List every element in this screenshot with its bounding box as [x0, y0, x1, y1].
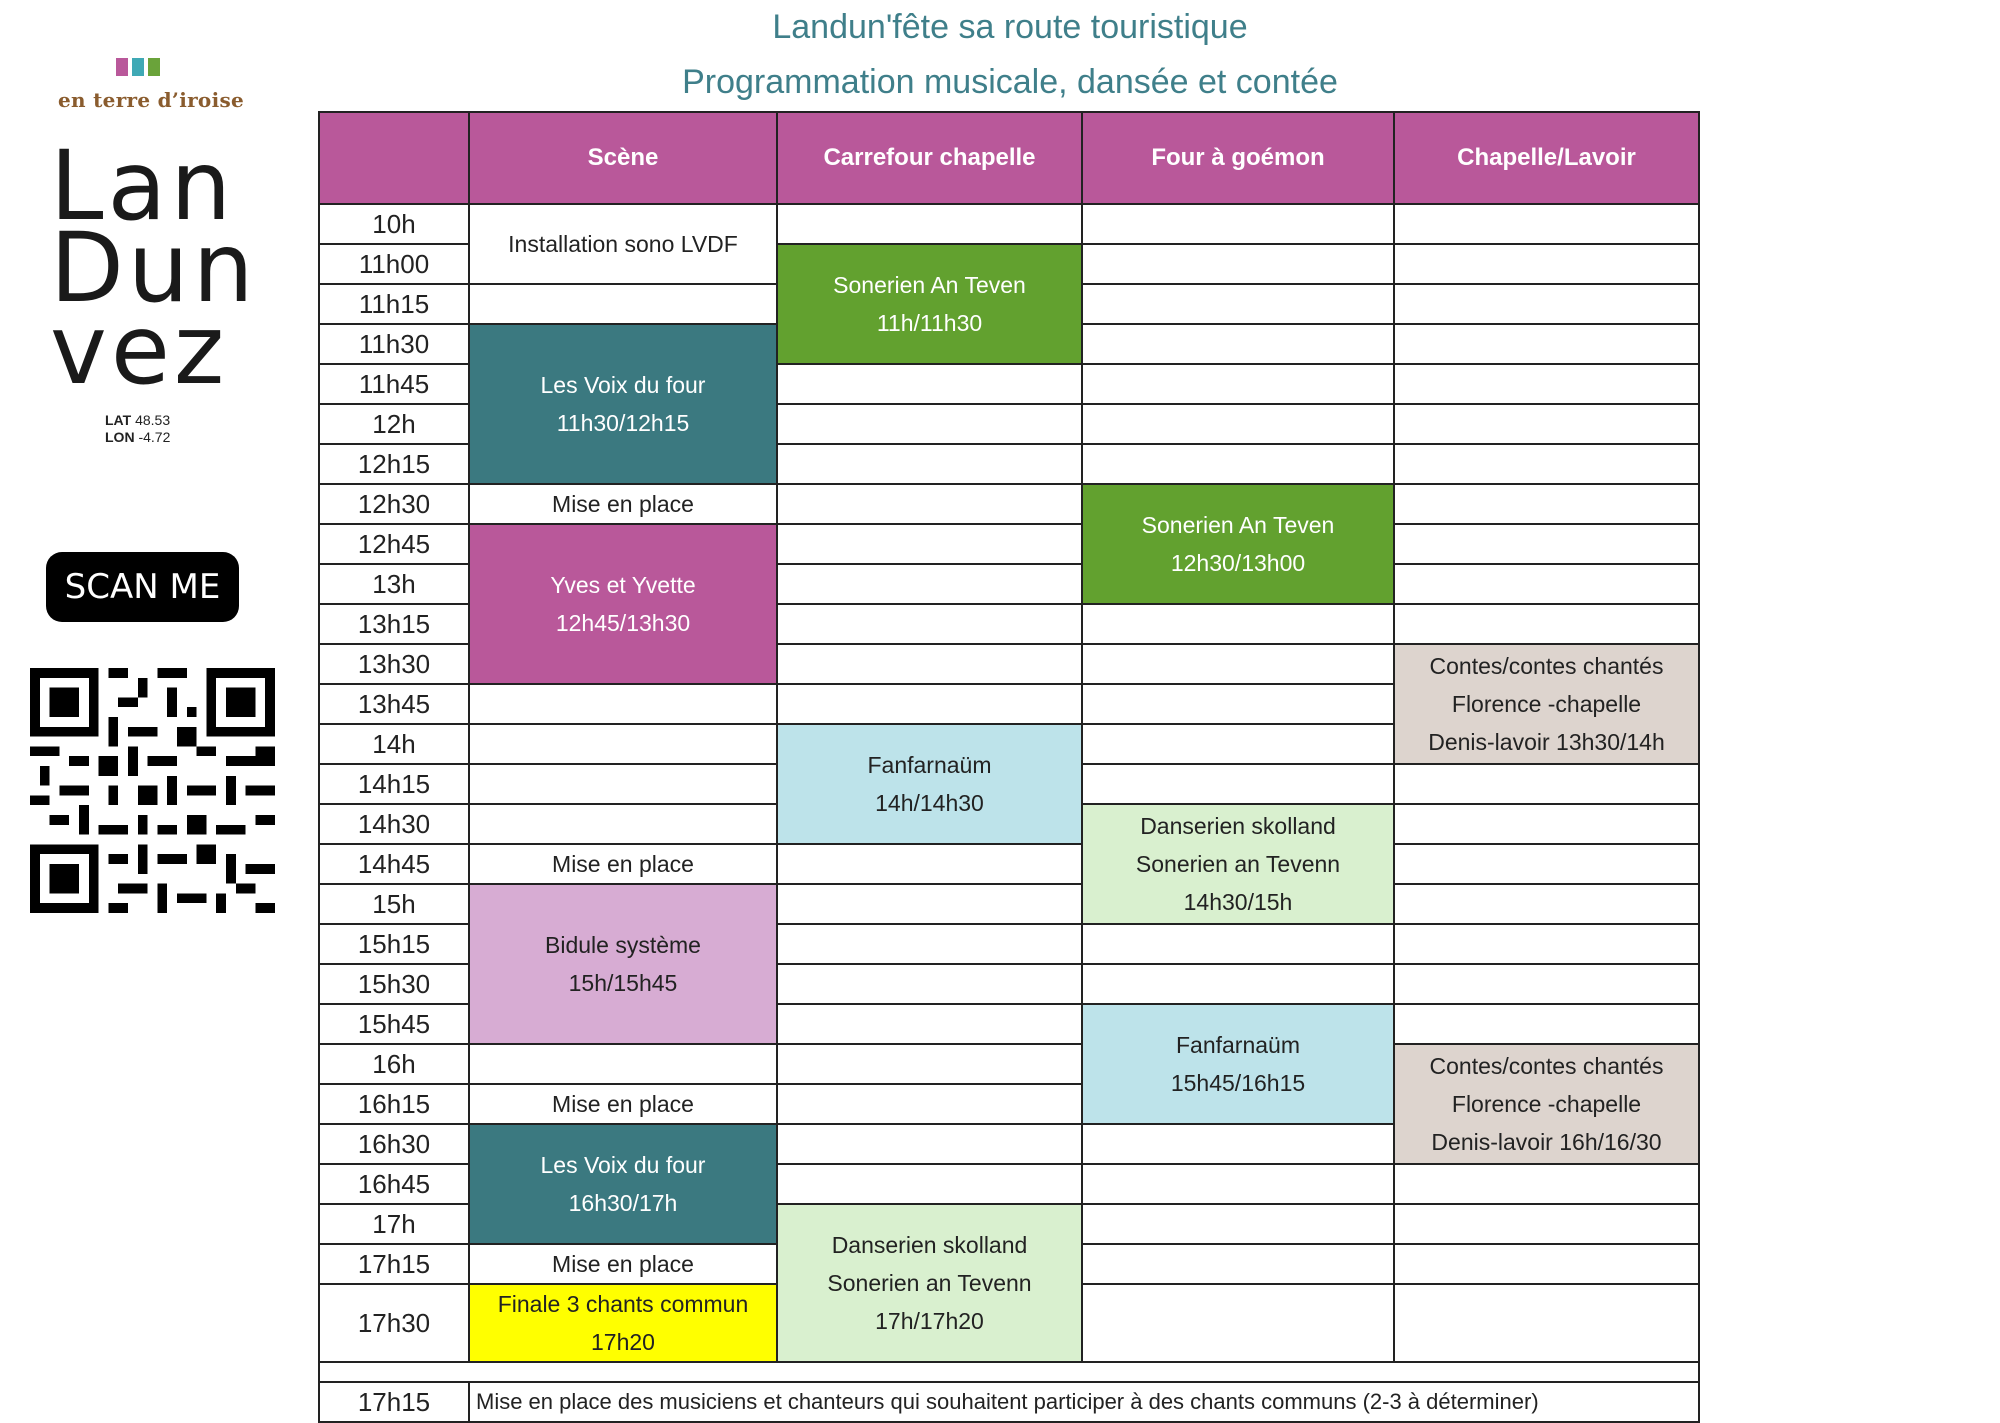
- event-cell: [469, 204, 777, 284]
- event-line: 14h/14h30: [875, 790, 984, 816]
- time-cell: 14h15: [319, 764, 469, 804]
- empty-cell: [1082, 284, 1394, 324]
- event-cell: [469, 884, 777, 1044]
- empty-cell: [1394, 564, 1699, 604]
- empty-cell: [1394, 1204, 1699, 1244]
- time-cell: 11h30: [319, 324, 469, 364]
- empty-cell: [1082, 604, 1394, 644]
- event-line: Denis-lavoir 16h/16/30: [1431, 1129, 1662, 1155]
- empty-cell: [469, 284, 777, 324]
- empty-cell: [777, 924, 1082, 964]
- empty-cell: [1394, 964, 1699, 1004]
- empty-cell: [1394, 404, 1699, 444]
- event-line: Sonerien An Teven: [833, 272, 1026, 298]
- event-cell: [1082, 1004, 1394, 1124]
- empty-cell: [1394, 524, 1699, 564]
- event-line: Contes/contes chantés: [1429, 653, 1664, 679]
- empty-cell: [777, 684, 1082, 724]
- header-time: [319, 112, 469, 204]
- empty-cell: [1082, 1244, 1394, 1284]
- header-scene: Scène: [469, 112, 777, 204]
- empty-cell: [1082, 1204, 1394, 1244]
- event-line: Sonerien An Teven: [1141, 512, 1335, 538]
- event-cell: [777, 1204, 1082, 1362]
- table-row: [319, 524, 1699, 564]
- empty-cell: [469, 764, 777, 804]
- event-line: Mise en place: [552, 851, 694, 877]
- empty-cell: [1082, 444, 1394, 484]
- event-line: 16h30/17h: [568, 1190, 678, 1216]
- empty-cell: [777, 844, 1082, 884]
- event-line: 11h30/12h15: [556, 410, 690, 436]
- empty-cell: [1082, 364, 1394, 404]
- event-line: Fanfarnaüm: [867, 752, 992, 778]
- brand-tagline: en terre d’iroise: [58, 88, 245, 112]
- event-line: Florence -chapelle: [1451, 691, 1642, 717]
- empty-cell: [1394, 284, 1699, 324]
- event-line: Mise en place: [552, 1091, 694, 1117]
- empty-cell: [1082, 764, 1394, 804]
- empty-cell: [1394, 1004, 1699, 1044]
- qr-code[interactable]: [30, 668, 275, 913]
- empty-cell: [1394, 204, 1699, 244]
- footer-note: Mise en place des musiciens et chanteurs qui souhaitent participer à des chants communs (2-3 à déterminer): [469, 1382, 1699, 1422]
- table-spacer-row: [319, 1362, 1699, 1382]
- empty-cell: [1082, 1124, 1394, 1164]
- brand-bar-green: [148, 58, 160, 76]
- brand-bar-magenta: [116, 58, 128, 76]
- empty-cell: [777, 1084, 1082, 1124]
- table-row: [319, 844, 1699, 884]
- time-cell: 14h30: [319, 804, 469, 844]
- time-cell: 14h45: [319, 844, 469, 884]
- empty-cell: [1394, 244, 1699, 284]
- table-header-row: [319, 112, 1699, 204]
- empty-cell: [469, 1044, 777, 1084]
- time-cell: 16h: [319, 1044, 469, 1084]
- empty-cell: [1394, 484, 1699, 524]
- event-line: Les Voix du four: [540, 372, 706, 398]
- empty-cell: [1082, 204, 1394, 244]
- time-cell: 15h45: [319, 1004, 469, 1044]
- empty-cell: [777, 1124, 1082, 1164]
- event-cell: [1394, 644, 1699, 764]
- logo-line-2: Dun: [50, 212, 258, 324]
- time-cell: 10h: [319, 204, 469, 244]
- time-cell: 11h15: [319, 284, 469, 324]
- brand-bar-teal: [132, 58, 144, 76]
- event-line: Denis-lavoir 13h30/14h: [1428, 729, 1665, 755]
- empty-cell: [1394, 444, 1699, 484]
- time-cell: 12h15: [319, 444, 469, 484]
- time-cell: 12h: [319, 404, 469, 444]
- event-cell: [1082, 484, 1394, 604]
- event-cell: [1394, 1044, 1699, 1164]
- event-cell: [469, 1244, 777, 1284]
- scan-me-badge: SCAN ME: [46, 552, 239, 622]
- lat-value: 48.53: [135, 412, 171, 428]
- table-row: [319, 204, 1699, 244]
- empty-cell: [1082, 924, 1394, 964]
- time-cell: 13h45: [319, 684, 469, 724]
- empty-cell: [777, 364, 1082, 404]
- empty-cell: [1394, 364, 1699, 404]
- empty-cell: [1394, 1164, 1699, 1204]
- time-cell: 17h15: [319, 1244, 469, 1284]
- event-line: 11h/11h30: [876, 310, 983, 336]
- event-cell: [777, 244, 1082, 364]
- empty-cell: [777, 524, 1082, 564]
- time-cell: 15h15: [319, 924, 469, 964]
- event-line: Mise en place: [552, 1251, 694, 1277]
- empty-cell: [1082, 1164, 1394, 1204]
- event-cell: [469, 324, 777, 484]
- table-row: [319, 884, 1699, 924]
- time-cell: 15h30: [319, 964, 469, 1004]
- header-carrefour-chapelle: Carrefour chapelle: [777, 112, 1082, 204]
- time-cell: 13h: [319, 564, 469, 604]
- empty-cell: [1082, 964, 1394, 1004]
- empty-cell: [469, 804, 777, 844]
- empty-cell: [1082, 684, 1394, 724]
- time-cell: 11h45: [319, 364, 469, 404]
- page-title: Landun'fête sa route touristique: [772, 8, 1248, 46]
- brand-color-bars: [116, 58, 160, 76]
- empty-cell: [777, 964, 1082, 1004]
- empty-cell: [1394, 924, 1699, 964]
- footer-time-cell: 17h15: [319, 1382, 469, 1422]
- event-cell: [469, 1124, 777, 1244]
- empty-cell: [1394, 884, 1699, 924]
- table-row: [319, 484, 1699, 524]
- empty-cell: [1394, 844, 1699, 884]
- lon-value: -4.72: [138, 429, 171, 445]
- empty-cell: [1394, 804, 1699, 844]
- spacer-cell: [319, 1362, 1699, 1382]
- logo-line-3: vez: [50, 294, 229, 406]
- time-cell: 16h45: [319, 1164, 469, 1204]
- coordinates: [105, 412, 170, 446]
- empty-cell: [1082, 644, 1394, 684]
- empty-cell: [777, 1004, 1082, 1044]
- time-cell: 13h30: [319, 644, 469, 684]
- empty-cell: [1394, 1284, 1699, 1362]
- empty-cell: [777, 1044, 1082, 1084]
- event-line: 15h45/16h15: [1170, 1070, 1306, 1096]
- event-line: Bidule système: [545, 932, 701, 958]
- event-line: 12h30/13h00: [1170, 550, 1306, 576]
- empty-cell: [777, 204, 1082, 244]
- event-line: 15h/15h45: [568, 970, 678, 996]
- empty-cell: [777, 564, 1082, 604]
- time-cell: 16h30: [319, 1124, 469, 1164]
- empty-cell: [777, 404, 1082, 444]
- header-chapelle-lavoir: Chapelle/Lavoir: [1394, 112, 1699, 204]
- event-line: Florence -chapelle: [1451, 1091, 1642, 1117]
- event-cell: [469, 524, 777, 684]
- empty-cell: [1394, 1244, 1699, 1284]
- event-line: 17h20: [591, 1329, 655, 1355]
- event-line: Danserien skolland: [831, 1232, 1028, 1258]
- empty-cell: [777, 884, 1082, 924]
- time-cell: 17h30: [319, 1284, 469, 1362]
- lat-label: LAT: [105, 412, 132, 428]
- empty-cell: [1082, 244, 1394, 284]
- event-cell: [1082, 804, 1394, 924]
- time-cell: 11h00: [319, 244, 469, 284]
- event-line: Danserien skolland: [1140, 813, 1336, 839]
- page-subtitle: Programmation musicale, dansée et contée: [682, 63, 1338, 101]
- time-cell: 12h30: [319, 484, 469, 524]
- empty-cell: [1394, 324, 1699, 364]
- event-line: Sonerien an Tevenn: [827, 1270, 1032, 1296]
- logo-line-1: Lan: [50, 130, 236, 242]
- time-cell: 13h15: [319, 604, 469, 644]
- empty-cell: [1394, 604, 1699, 644]
- event-line: Les Voix du four: [540, 1152, 706, 1178]
- footer-row: [319, 1382, 1699, 1422]
- event-line: 17h/17h20: [875, 1308, 984, 1334]
- empty-cell: [469, 684, 777, 724]
- empty-cell: [777, 1164, 1082, 1204]
- event-cell: [469, 484, 777, 524]
- time-cell: 12h45: [319, 524, 469, 564]
- event-line: Fanfarnaüm: [1175, 1032, 1300, 1058]
- event-line: Sonerien an Tevenn: [1135, 851, 1341, 877]
- header-four-a-goemon: Four à goémon: [1082, 112, 1394, 204]
- event-cell: [777, 724, 1082, 844]
- event-line: Contes/contes chantés: [1429, 1053, 1664, 1079]
- empty-cell: [1082, 404, 1394, 444]
- event-cell: [469, 1084, 777, 1124]
- time-cell: 14h: [319, 724, 469, 764]
- event-line: Yves et Yvette: [550, 572, 696, 598]
- time-cell: 17h: [319, 1204, 469, 1244]
- time-cell: 15h: [319, 884, 469, 924]
- empty-cell: [469, 724, 777, 764]
- empty-cell: [1082, 1284, 1394, 1362]
- lon-label: LON: [105, 429, 135, 445]
- empty-cell: [1082, 324, 1394, 364]
- empty-cell: [777, 604, 1082, 644]
- event-cell: [469, 1284, 777, 1362]
- empty-cell: [777, 484, 1082, 524]
- empty-cell: [1082, 724, 1394, 764]
- event-line: Mise en place: [552, 491, 694, 517]
- event-line: Finale 3 chants commun: [497, 1291, 749, 1317]
- empty-cell: [777, 444, 1082, 484]
- event-cell: [469, 844, 777, 884]
- event-line: Installation sono LVDF: [508, 231, 738, 257]
- landunvez-logo: [50, 130, 258, 406]
- empty-cell: [777, 644, 1082, 684]
- schedule-table: [318, 111, 1700, 1423]
- table-row: [319, 1044, 1699, 1084]
- empty-cell: [1394, 764, 1699, 804]
- event-line: 14h30/15h: [1183, 889, 1293, 915]
- time-cell: 16h15: [319, 1084, 469, 1124]
- event-line: 12h45/13h30: [555, 610, 691, 636]
